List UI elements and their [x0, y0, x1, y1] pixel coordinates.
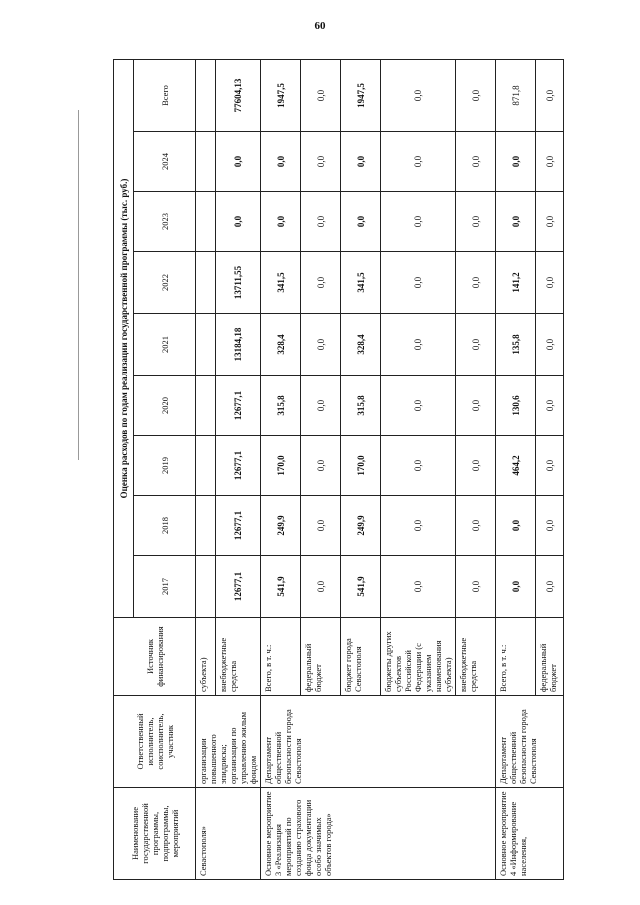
year-value: 0,0 [381, 496, 456, 556]
funding-source: федеральный бюджет [536, 618, 564, 696]
year-value [196, 192, 216, 252]
year-value: 13184,18 [216, 314, 261, 376]
year-value: 0,0 [496, 556, 536, 618]
year-value: 541,9 [261, 556, 301, 618]
page-number: 60 [314, 20, 326, 32]
total-value: 871,8 [496, 59, 536, 131]
header-total: Всего [134, 59, 196, 131]
header-year: 2022 [134, 252, 196, 314]
year-value: 0,0 [381, 436, 456, 496]
funding-source: Всего, в т. ч.: [261, 618, 301, 696]
year-value: 0,0 [536, 314, 564, 376]
funding-source: внебюджетные средства [456, 618, 496, 696]
year-value: 541,9 [341, 556, 381, 618]
budget-table [113, 59, 564, 880]
year-value [196, 252, 216, 314]
year-value: 0,0 [301, 436, 341, 496]
year-value: 141,2 [496, 252, 536, 314]
header-estimate: Оценка расходов по годам реализации государственной программы (тыс. руб.) [114, 59, 134, 617]
total-value: 0,0 [381, 59, 456, 131]
year-value: 464,2 [496, 436, 536, 496]
header-year: 2017 [134, 556, 196, 618]
year-value: 0,0 [456, 376, 496, 436]
year-value: 0,0 [381, 314, 456, 376]
year-value: 0,0 [381, 132, 456, 192]
measure-name: Основное мероприятие 3 «Реализация мероприятий по созданию страхового фонда документации особо значимых объектов города» [261, 788, 496, 880]
year-value: 12677,1 [216, 496, 261, 556]
year-value: 249,9 [341, 496, 381, 556]
year-value: 249,9 [261, 496, 301, 556]
funding-source: бюджет города Севастополя [341, 618, 381, 696]
year-value: 0,0 [216, 132, 261, 192]
year-value: 0,0 [341, 192, 381, 252]
year-value: 0,0 [301, 496, 341, 556]
year-value: 12677,1 [216, 436, 261, 496]
year-value: 0,0 [536, 436, 564, 496]
year-value: 341,5 [261, 252, 301, 314]
year-value: 0,0 [536, 192, 564, 252]
header-name: Наименование государственной программы, подпрограммы, мероприятий [114, 788, 196, 880]
responsible-executor: Департамент общественной безопасности города Севастополя [496, 696, 564, 788]
funding-source: федеральный бюджет [301, 618, 341, 696]
header-year: 2019 [134, 436, 196, 496]
responsible-executor: организации повышенного эпидриска; организации по управлению жилым фондом [196, 696, 261, 788]
year-value: 0,0 [456, 496, 496, 556]
year-value: 0,0 [456, 192, 496, 252]
year-value: 12677,1 [216, 556, 261, 618]
year-value: 13711,55 [216, 252, 261, 314]
header-year: 2021 [134, 314, 196, 376]
year-value: 170,0 [341, 436, 381, 496]
year-value: 0,0 [381, 376, 456, 436]
year-value: 315,8 [341, 376, 381, 436]
year-value: 0,0 [456, 314, 496, 376]
year-value: 0,0 [261, 132, 301, 192]
year-value: 0,0 [536, 376, 564, 436]
year-value: 328,4 [341, 314, 381, 376]
funding-source: субъекта) [196, 618, 216, 696]
total-value: 1947,5 [261, 59, 301, 131]
measure-name: Севастополя» [196, 788, 261, 880]
year-value: 0,0 [381, 556, 456, 618]
year-value: 0,0 [496, 192, 536, 252]
total-value: 0,0 [301, 59, 341, 131]
funding-source: внебюджетные средства [216, 618, 261, 696]
year-value: 0,0 [216, 192, 261, 252]
table-row [496, 59, 536, 879]
total-value [196, 59, 216, 131]
year-value: 12677,1 [216, 376, 261, 436]
year-value: 0,0 [536, 556, 564, 618]
year-value [196, 376, 216, 436]
year-value: 0,0 [301, 314, 341, 376]
year-value: 0,0 [456, 252, 496, 314]
year-value: 0,0 [301, 556, 341, 618]
funding-source: бюджеты других субъектов Российской Федерации (с указанием наименования субъекта) [381, 618, 456, 696]
total-value: 1947,5 [341, 59, 381, 131]
funding-source: Всего, в т. ч.: [496, 618, 536, 696]
header-year: 2020 [134, 376, 196, 436]
year-value: 315,8 [261, 376, 301, 436]
year-value: 0,0 [496, 132, 536, 192]
header-year: 2018 [134, 496, 196, 556]
table-row [261, 59, 301, 879]
header-source: Источник финансирования [114, 618, 196, 696]
year-value: 0,0 [301, 192, 341, 252]
year-value [196, 314, 216, 376]
year-value: 0,0 [496, 496, 536, 556]
measure-name: Основное мероприятие 4 «Информирование населения, [496, 788, 564, 880]
budget-table-sheet [113, 60, 558, 880]
year-value: 0,0 [301, 376, 341, 436]
year-value: 0,0 [456, 556, 496, 618]
year-value: 130,6 [496, 376, 536, 436]
responsible-executor: Департамент общественной безопасности города Севастополя [261, 696, 496, 788]
year-value: 0,0 [301, 252, 341, 314]
year-value: 328,4 [261, 314, 301, 376]
year-value: 0,0 [381, 192, 456, 252]
total-value: 0,0 [456, 59, 496, 131]
total-value: 0,0 [536, 59, 564, 131]
year-value: 0,0 [341, 132, 381, 192]
year-value: 341,5 [341, 252, 381, 314]
year-value: 0,0 [301, 132, 341, 192]
year-value: 170,0 [261, 436, 301, 496]
year-value: 0,0 [456, 132, 496, 192]
year-value [196, 132, 216, 192]
header-responsible: Ответственный исполнитель, соисполнитель, участник [114, 696, 196, 788]
year-value: 0,0 [536, 132, 564, 192]
year-value [196, 436, 216, 496]
header-year: 2023 [134, 192, 196, 252]
table-row [196, 59, 216, 879]
year-value [196, 556, 216, 618]
year-value [196, 496, 216, 556]
year-value: 0,0 [261, 192, 301, 252]
year-value: 0,0 [536, 252, 564, 314]
year-value: 0,0 [456, 436, 496, 496]
total-value: 77604,13 [216, 59, 261, 131]
year-value: 135,8 [496, 314, 536, 376]
year-value: 0,0 [536, 496, 564, 556]
header-year: 2024 [134, 132, 196, 192]
year-value: 0,0 [381, 252, 456, 314]
